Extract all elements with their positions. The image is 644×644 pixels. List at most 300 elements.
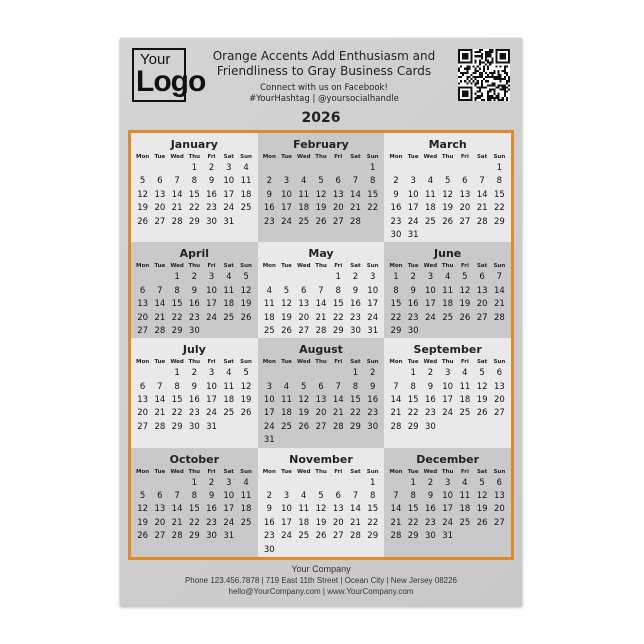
day-number: 12 [240, 285, 252, 296]
day-number: 24 [206, 408, 217, 419]
month-april [131, 242, 258, 338]
weekday-label: Wed [423, 359, 438, 366]
day-number: 19 [281, 312, 292, 323]
day-number: 8 [174, 381, 180, 392]
weekday-label: Wed [296, 359, 311, 366]
day-number: 30 [188, 421, 200, 432]
day-number: 7 [174, 176, 180, 187]
weekday-label: Wed [296, 263, 311, 270]
weekday-label: Sun [240, 359, 252, 366]
day-number: 28 [154, 421, 166, 432]
day-number: 7 [157, 285, 163, 296]
calendar-card [120, 38, 522, 606]
day-number: 16 [407, 299, 419, 310]
weekday-label: Mon [262, 468, 276, 475]
day-number: 30 [206, 531, 217, 542]
empty-day [278, 477, 295, 490]
day-number: 19 [315, 203, 327, 214]
day-number: 29 [332, 325, 344, 336]
weekday-label: Thu [441, 263, 454, 270]
day-number: 22 [367, 517, 379, 528]
weekday-label: Sun [366, 359, 379, 366]
day-number: 16 [206, 189, 217, 200]
day-number: 22 [407, 408, 419, 419]
day-number: 19 [442, 203, 454, 214]
empty-day [261, 367, 278, 380]
empty-day [134, 367, 151, 380]
day-number: 6 [157, 491, 163, 502]
month-march [384, 133, 511, 242]
weekday-label: Wed [423, 263, 438, 270]
day-number: 27 [332, 531, 344, 542]
month-august [258, 338, 385, 447]
day-number: 15 [171, 395, 183, 406]
day-number: 3 [283, 491, 290, 502]
empty-day [278, 162, 295, 175]
day-number: 30 [425, 531, 436, 542]
day-number: 21 [332, 408, 344, 419]
day-number: 21 [171, 517, 183, 528]
day-number: 31 [223, 216, 235, 227]
day-number: 4 [301, 176, 307, 187]
qr-code-icon [458, 49, 510, 101]
day-number: 4 [226, 368, 232, 379]
empty-day [151, 162, 168, 175]
day-number: 21 [154, 312, 166, 323]
day-number: 9 [208, 491, 215, 502]
day-number: 8 [369, 176, 376, 187]
empty-day [387, 367, 404, 380]
day-number: 5 [301, 381, 307, 392]
connect-line2: #YourHashtag | @yoursocialhandle [249, 94, 399, 104]
day-number: 15 [390, 299, 402, 310]
month-february [258, 133, 385, 242]
day-number: 10 [206, 285, 217, 296]
weekday-label: Tue [407, 468, 419, 475]
weekday-label: Sun [493, 468, 506, 475]
day-number: 8 [174, 285, 180, 296]
weekday-label: Wed [296, 468, 311, 475]
day-number: 29 [350, 421, 361, 432]
day-number: 26 [315, 531, 327, 542]
empty-day [168, 162, 185, 175]
day-number: 25 [459, 517, 471, 528]
weekday-label: Fri [460, 359, 469, 366]
day-number: 18 [442, 299, 454, 310]
day-number: 31 [206, 421, 217, 432]
day-number: 3 [283, 176, 290, 187]
day-number: 31 [263, 435, 275, 446]
day-number: 13 [154, 504, 166, 515]
day-number: 11 [459, 381, 471, 392]
day-number: 28 [154, 325, 166, 336]
day-number: 15 [188, 189, 200, 200]
day-number: 5 [243, 272, 249, 283]
headline-line1: Orange Accents Add Enthusiasm and [212, 49, 436, 63]
day-number: 12 [137, 189, 149, 200]
day-number: 25 [298, 216, 310, 227]
day-number: 24 [223, 203, 235, 214]
month-name: August [299, 343, 343, 357]
weekday-label: Thu [188, 468, 201, 475]
day-number: 11 [223, 285, 235, 296]
day-number: 30 [188, 325, 200, 336]
day-number: 31 [367, 325, 379, 336]
day-number: 3 [266, 381, 272, 392]
weekday-label: Thu [315, 468, 327, 475]
day-number: 15 [188, 504, 200, 515]
weekday-label: Fri [207, 468, 216, 475]
day-number: 12 [240, 381, 252, 392]
empty-day [151, 477, 168, 490]
weekday-label: Fri [460, 263, 469, 270]
web-line: hello@YourCompany.com | www.YourCompany.com [228, 587, 414, 596]
day-number: 9 [393, 189, 399, 200]
day-number: 20 [493, 395, 505, 406]
weekday-label: Wed [423, 154, 438, 160]
day-number: 14 [315, 299, 327, 310]
day-number: 27 [298, 325, 310, 336]
day-number: 10 [442, 491, 454, 502]
day-number: 26 [240, 312, 252, 323]
day-number: 28 [171, 531, 183, 542]
weekday-label: Sat [476, 263, 488, 270]
day-number: 5 [462, 272, 468, 283]
day-number: 26 [281, 325, 292, 336]
day-number: 6 [318, 381, 324, 392]
empty-day [330, 477, 347, 490]
day-number: 12 [315, 189, 327, 200]
day-number: 13 [298, 299, 310, 310]
day-number: 17 [223, 189, 235, 200]
day-number: 2 [266, 491, 272, 502]
day-number: 23 [263, 531, 275, 542]
empty-day [151, 271, 168, 284]
day-number: 2 [393, 176, 399, 187]
day-number: 2 [266, 176, 272, 187]
empty-day [312, 367, 329, 380]
day-number: 21 [171, 203, 183, 214]
empty-day [261, 271, 278, 284]
day-number: 20 [459, 203, 471, 214]
day-number: 10 [206, 381, 217, 392]
weekday-label: Mon [389, 263, 403, 270]
logo [132, 48, 206, 102]
day-number: 15 [171, 299, 183, 310]
day-number: 19 [298, 408, 310, 419]
day-number: 26 [459, 312, 471, 323]
day-number: 25 [240, 517, 252, 528]
day-number: 10 [223, 176, 235, 187]
day-number: 20 [493, 504, 505, 515]
day-number: 18 [281, 408, 292, 419]
day-number: 7 [352, 491, 359, 502]
day-number: 20 [332, 203, 344, 214]
weekday-label: Tue [154, 359, 166, 366]
weekday-label: Tue [154, 263, 166, 270]
day-number: 26 [240, 408, 252, 419]
weekday-label: Sun [240, 154, 252, 160]
day-number: 4 [427, 176, 434, 187]
logo-line1: Your [140, 51, 171, 68]
day-number: 14 [390, 504, 402, 515]
day-number: 31 [223, 531, 235, 542]
day-number: 23 [367, 408, 379, 419]
day-number: 13 [493, 381, 505, 392]
day-number: 8 [410, 491, 416, 502]
day-number: 29 [493, 216, 505, 227]
day-number: 11 [459, 491, 471, 502]
day-number: 18 [240, 189, 252, 200]
day-number: 11 [240, 176, 252, 187]
weekday-label: Mon [136, 468, 150, 475]
day-number: 26 [137, 216, 149, 227]
day-number: 28 [390, 421, 402, 432]
weekday-label: Sun [366, 154, 379, 160]
day-number: 28 [390, 531, 402, 542]
weekday-label: Sun [366, 263, 379, 270]
month-october [131, 448, 258, 557]
day-number: 17 [206, 299, 217, 310]
day-number: 5 [318, 176, 324, 187]
day-number: 23 [188, 312, 200, 323]
weekday-label: Fri [460, 154, 469, 160]
day-number: 28 [493, 312, 505, 323]
connect-line1: Connect with us on Facebook! [260, 83, 388, 93]
day-number: 4 [462, 477, 468, 488]
day-number: 22 [367, 203, 379, 214]
day-number: 14 [493, 285, 505, 296]
day-number: 28 [476, 216, 488, 227]
day-number: 28 [350, 531, 361, 542]
day-number: 24 [206, 312, 217, 323]
weekday-label: Sat [476, 359, 488, 366]
day-number: 11 [298, 189, 310, 200]
day-number: 27 [476, 312, 488, 323]
day-number: 11 [263, 299, 275, 310]
day-number: 23 [188, 408, 200, 419]
day-number: 19 [315, 517, 327, 528]
day-number: 13 [332, 189, 344, 200]
day-number: 19 [240, 299, 252, 310]
day-number: 30 [407, 325, 419, 336]
day-number: 1 [410, 477, 416, 488]
day-number: 26 [476, 408, 488, 419]
day-number: 1 [496, 163, 503, 173]
weekday-label: Fri [207, 359, 216, 366]
day-number: 29 [407, 421, 419, 432]
day-number: 14 [476, 189, 488, 200]
day-number: 16 [188, 395, 200, 406]
empty-day [312, 271, 329, 284]
day-number: 24 [442, 408, 454, 419]
day-number: 31 [407, 229, 419, 240]
day-number: 5 [283, 285, 290, 296]
empty-day [261, 162, 278, 175]
day-number: 22 [493, 203, 505, 214]
weekday-label: Sat [476, 154, 488, 160]
day-number: 2 [427, 477, 434, 488]
day-number: 24 [281, 216, 292, 227]
day-number: 12 [281, 299, 292, 310]
day-number: 29 [171, 325, 183, 336]
day-number: 7 [496, 272, 503, 283]
empty-day [168, 477, 185, 490]
day-number: 8 [352, 381, 359, 392]
day-number: 3 [369, 272, 376, 283]
day-number: 1 [174, 368, 180, 379]
day-number: 12 [476, 491, 488, 502]
day-number: 5 [479, 477, 485, 488]
day-number: 12 [459, 285, 471, 296]
day-number: 10 [425, 285, 436, 296]
weekday-label: Mon [136, 359, 150, 366]
day-number: 28 [332, 421, 344, 432]
day-number: 11 [240, 491, 252, 502]
day-number: 27 [493, 517, 505, 528]
day-number: 15 [407, 504, 419, 515]
empty-day [330, 367, 347, 380]
day-number: 2 [352, 272, 359, 283]
day-number: 22 [171, 408, 183, 419]
day-number: 25 [223, 408, 235, 419]
day-number: 30 [390, 229, 402, 240]
month-name: July [182, 343, 206, 357]
weekday-label: Sun [493, 263, 506, 270]
day-number: 8 [393, 285, 399, 296]
day-number: 30 [350, 325, 361, 336]
weekday-label: Fri [334, 154, 343, 160]
day-number: 27 [332, 216, 344, 227]
day-number: 27 [137, 325, 149, 336]
month-november [258, 448, 385, 557]
day-number: 23 [350, 312, 361, 323]
day-number: 23 [407, 312, 419, 323]
day-number: 22 [188, 517, 200, 528]
day-number: 24 [367, 312, 379, 323]
day-number: 18 [425, 203, 436, 214]
day-number: 2 [208, 163, 215, 173]
day-number: 22 [407, 517, 419, 528]
day-number: 13 [476, 285, 488, 296]
day-number: 17 [407, 203, 419, 214]
day-number: 5 [243, 368, 249, 379]
weekday-label: Tue [281, 154, 292, 160]
day-number: 7 [335, 381, 341, 392]
weekday-label: Tue [154, 468, 166, 475]
day-number: 13 [493, 491, 505, 502]
day-number: 26 [137, 531, 149, 542]
weekday-label: Sun [366, 468, 379, 475]
day-number: 18 [223, 395, 235, 406]
day-number: 20 [332, 517, 344, 528]
day-number: 9 [369, 381, 376, 392]
day-number: 14 [390, 395, 402, 406]
day-number: 7 [174, 491, 180, 502]
day-number: 19 [240, 395, 252, 406]
day-number: 25 [298, 531, 310, 542]
day-number: 27 [459, 216, 471, 227]
day-number: 9 [352, 285, 359, 296]
day-number: 2 [191, 272, 198, 283]
day-number: 1 [191, 163, 198, 173]
empty-day [134, 271, 151, 284]
day-number: 4 [266, 285, 272, 296]
weekday-label: Wed [296, 154, 311, 160]
day-number: 17 [442, 395, 454, 406]
day-number: 11 [298, 504, 310, 515]
month-name: January [170, 138, 218, 151]
footer [120, 564, 522, 597]
day-number: 4 [301, 491, 307, 502]
day-number: 24 [407, 216, 419, 227]
day-number: 14 [154, 395, 166, 406]
day-number: 8 [496, 176, 503, 187]
day-number: 20 [315, 408, 327, 419]
weekday-label: Sat [223, 263, 234, 270]
day-number: 5 [479, 368, 485, 379]
day-number: 25 [442, 312, 454, 323]
empty-day [422, 162, 439, 175]
weekday-label: Sat [350, 359, 361, 366]
day-number: 16 [263, 517, 275, 528]
day-number: 10 [223, 491, 235, 502]
day-number: 31 [442, 531, 454, 542]
weekday-label: Sat [350, 154, 361, 160]
day-number: 19 [476, 504, 488, 515]
day-number: 6 [496, 477, 503, 488]
empty-day [295, 162, 312, 175]
day-number: 29 [188, 216, 200, 227]
day-number: 4 [283, 381, 290, 392]
day-number: 25 [263, 325, 275, 336]
day-number: 18 [459, 395, 471, 406]
day-number: 1 [191, 477, 198, 488]
day-number: 30 [367, 421, 379, 432]
month-december [384, 448, 511, 557]
day-number: 16 [425, 395, 436, 406]
day-number: 15 [493, 189, 505, 200]
day-number: 17 [206, 395, 217, 406]
day-number: 9 [266, 504, 272, 515]
day-number: 16 [390, 203, 402, 214]
day-number: 1 [393, 272, 399, 283]
weekday-label: Tue [407, 359, 419, 366]
day-number: 11 [223, 381, 235, 392]
day-number: 24 [281, 531, 292, 542]
day-number: 21 [350, 203, 361, 214]
logo-line2: Logo [136, 65, 206, 98]
day-number: 30 [206, 216, 217, 227]
day-number: 1 [369, 163, 376, 173]
day-number: 27 [315, 421, 327, 432]
day-number: 6 [157, 176, 163, 187]
empty-day [387, 477, 404, 490]
day-number: 17 [442, 504, 454, 515]
day-number: 7 [393, 491, 399, 502]
weekday-label: Mon [389, 359, 403, 366]
weekday-label: Sun [493, 154, 506, 160]
empty-day [261, 477, 278, 490]
weekday-label: Tue [407, 263, 419, 270]
day-number: 23 [206, 203, 217, 214]
weekday-label: Sat [350, 263, 361, 270]
month-name: November [289, 452, 353, 466]
weekday-label: Wed [170, 154, 184, 160]
weekday-label: Thu [188, 359, 201, 366]
day-number: 27 [137, 421, 149, 432]
day-number: 3 [444, 477, 451, 488]
